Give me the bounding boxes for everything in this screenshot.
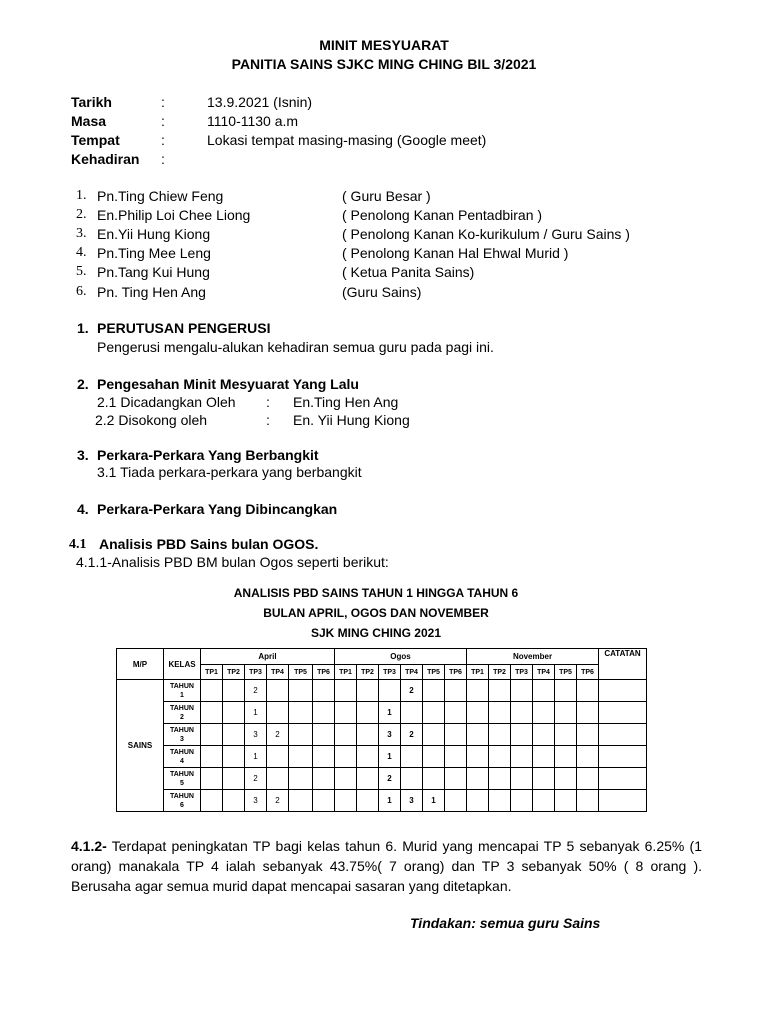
header-tp: TP6 [445, 665, 467, 680]
tp-value-cell [467, 702, 489, 724]
section-heading: Perkara-Perkara Yang Berbangkit [97, 447, 319, 463]
info-colon: : [161, 113, 165, 129]
tp-value-cell [467, 680, 489, 702]
tp-value-cell [201, 790, 223, 812]
section-heading: PERUTUSAN PENGERUSI [97, 320, 271, 336]
tp-value-cell [511, 680, 533, 702]
table-row [117, 724, 647, 746]
pbd-analysis-table-image [100, 582, 652, 824]
attendee-role: ( Ketua Panita Sains) [342, 264, 475, 280]
attendee-number: 1. [76, 188, 87, 203]
tp-value-cell [423, 746, 445, 768]
tp-value-cell [223, 768, 245, 790]
table-school: SJK MING CHING 2021 [310, 626, 442, 640]
subject-cell: SAINS [117, 680, 164, 812]
header-tp: TP2 [357, 665, 379, 680]
tp-value-cell [577, 746, 599, 768]
tp-value-cell [511, 790, 533, 812]
attendee-role: ( Penolong Kanan Pentadbiran ) [342, 207, 543, 223]
table-row [117, 680, 647, 702]
section-number: 1. [77, 320, 89, 336]
table-subtitle: BULAN APRIL, OGOS DAN NOVEMBER [263, 606, 489, 620]
section-heading: Perkara-Perkara Yang Dibincangkan [97, 501, 338, 517]
tp-value-cell: 1 [245, 702, 267, 724]
tp-value-cell [401, 702, 423, 724]
tp-value-cell [577, 790, 599, 812]
tp-value-cell [267, 680, 289, 702]
header-tp: TP3 [245, 665, 267, 680]
tp-value-cell [445, 724, 467, 746]
tp-value-cell [533, 702, 555, 724]
tp-value-cell [201, 768, 223, 790]
tp-value-cell [223, 680, 245, 702]
tp-value-cell [313, 724, 335, 746]
info-value-masa: 1110-1130 a.m [207, 113, 299, 129]
header-tp: TP6 [577, 665, 599, 680]
attendee-name: Pn.Ting Chiew Feng [97, 188, 224, 204]
paragraph-body: Terdapat peningkatan TP bagi kelas tahun 6. Murid yang mencapai TP 5 sebanyak 6.25% (1 orang) manakala TP 4 ialah sebanyak 43.75%( 7 orang) dan TP 3 sebanyak 50% ( 8 orang ). Berusaha agar semua murid dapat mencapai sasaran yang ditetapkan. [71, 838, 702, 894]
tp-value-cell [533, 768, 555, 790]
kelas-cell [164, 680, 201, 702]
tp-value-cell [313, 680, 335, 702]
proposer-label: 2.1 Dicadangkan Oleh [97, 394, 236, 410]
tp-value-cell [423, 768, 445, 790]
tp-value-cell: 2 [401, 680, 423, 702]
tp-value-cell: 1 [245, 746, 267, 768]
catatan-cell [599, 746, 647, 768]
info-label-kehadiran: Kehadiran [71, 151, 140, 167]
header-month-april: April [201, 649, 335, 665]
attendee-number: 2. [76, 207, 87, 222]
tp-value-cell [511, 746, 533, 768]
header-tp: TP2 [223, 665, 245, 680]
document-title: MINIT MESYUARAT [319, 37, 449, 53]
tp-value-cell [555, 746, 577, 768]
attendee-name: Pn.Ting Mee Leng [97, 245, 211, 261]
tp-value-cell [401, 746, 423, 768]
attendee-name: Pn.Tang Kui Hung [97, 264, 210, 280]
tp-value-cell [357, 746, 379, 768]
attendee-number: 6. [76, 284, 87, 299]
tp-value-cell [401, 768, 423, 790]
catatan-cell [599, 702, 647, 724]
header-kelas: KELAS [164, 649, 201, 680]
tp-value-cell: 2 [245, 768, 267, 790]
tp-value-cell [267, 768, 289, 790]
attendee-role: ( Penolong Kanan Ko-kurikulum / Guru Sains ) [342, 226, 630, 242]
tp-value-cell [289, 680, 313, 702]
tp-value-cell [313, 702, 335, 724]
tp-value-cell [445, 790, 467, 812]
tp-value-cell: 1 [423, 790, 445, 812]
tp-value-cell [511, 768, 533, 790]
header-tp: TP2 [489, 665, 511, 680]
document-subtitle: PANITIA SAINS SJKC MING CHING BIL 3/2021 [231, 56, 537, 72]
tp-value-cell [511, 724, 533, 746]
tp-value-cell [489, 790, 511, 812]
header-tp: TP5 [423, 665, 445, 680]
kelas-label: TAHUN [170, 682, 194, 690]
tp-value-cell [289, 768, 313, 790]
section-body: 3.1 Tiada perkara-perkara yang berbangkit [97, 464, 362, 480]
tp-value-cell [489, 724, 511, 746]
tp-value-cell [423, 680, 445, 702]
attendee-number: 5. [76, 264, 87, 279]
tp-value-cell [313, 768, 335, 790]
tp-value-cell [577, 702, 599, 724]
tp-value-cell [313, 790, 335, 812]
attendee-number: 3. [76, 226, 87, 241]
seconder-value: En. Yii Hung Kiong [293, 412, 410, 428]
header-mp: M/P [117, 649, 164, 680]
seconder-label: 2.2 Disokong oleh [95, 412, 208, 428]
kelas-number: 5 [180, 779, 184, 787]
tp-value-cell: 1 [379, 746, 401, 768]
table-row [117, 702, 647, 724]
tp-value-cell [223, 790, 245, 812]
tp-value-cell [223, 724, 245, 746]
catatan-cell [599, 724, 647, 746]
proposer-colon: : [266, 394, 270, 410]
tp-value-cell [467, 768, 489, 790]
kelas-cell [164, 702, 201, 724]
section-number: 2. [77, 376, 89, 392]
tp-value-cell [335, 746, 357, 768]
tp-value-cell [335, 790, 357, 812]
info-colon: : [161, 132, 165, 148]
tp-value-cell [223, 702, 245, 724]
header-tp: TP1 [467, 665, 489, 680]
tp-value-cell [533, 680, 555, 702]
info-value-tempat: Lokasi tempat masing-masing (Google meet) [207, 132, 487, 148]
attendee-name: Pn. Ting Hen Ang [97, 284, 206, 300]
tp-value-cell [555, 680, 577, 702]
tp-value-cell: 1 [379, 702, 401, 724]
header-month-ogos: Ogos [335, 649, 467, 665]
catatan-cell [599, 768, 647, 790]
header-tp: TP4 [267, 665, 289, 680]
tp-value-cell: 3 [379, 724, 401, 746]
tp-value-cell [577, 724, 599, 746]
attendee-role: ( Guru Besar ) [342, 188, 431, 204]
analysis-paragraph [71, 836, 702, 896]
tp-value-cell: 2 [267, 790, 289, 812]
kelas-number: 3 [180, 735, 184, 743]
info-label-tempat: Tempat [71, 132, 120, 148]
tp-value-cell [267, 746, 289, 768]
kelas-cell [164, 724, 201, 746]
header-tp: TP4 [533, 665, 555, 680]
tp-value-cell [357, 790, 379, 812]
tp-value-cell [357, 702, 379, 724]
tp-value-cell [577, 680, 599, 702]
tp-value-cell [357, 768, 379, 790]
header-catatan: CATATAN [599, 649, 647, 680]
tp-value-cell [289, 790, 313, 812]
action-note: Tindakan: semua guru Sains [410, 915, 601, 931]
kelas-cell [164, 768, 201, 790]
info-colon: : [161, 151, 165, 167]
table-row [117, 790, 647, 812]
tp-value-cell [467, 746, 489, 768]
header-tp: TP6 [313, 665, 335, 680]
tp-value-cell: 3 [401, 790, 423, 812]
tp-value-cell [289, 746, 313, 768]
tp-value-cell [445, 746, 467, 768]
catatan-cell [599, 790, 647, 812]
tp-value-cell [335, 724, 357, 746]
tp-value-cell [555, 724, 577, 746]
table-title: ANALISIS PBD SAINS TAHUN 1 HINGGA TAHUN 6 [233, 586, 519, 600]
info-label-masa: Masa [71, 113, 107, 129]
kelas-label: TAHUN [170, 726, 194, 734]
tp-value-cell [267, 702, 289, 724]
seconder-colon: : [266, 412, 270, 428]
kelas-number: 2 [180, 713, 184, 721]
attendee-name: En.Yii Hung Kiong [97, 226, 211, 242]
catatan-cell [599, 680, 647, 702]
pbd-table-body [117, 680, 647, 812]
table-row [117, 768, 647, 790]
tp-value-cell [555, 790, 577, 812]
tp-value-cell [555, 768, 577, 790]
subsection-number: 4.1 [69, 537, 87, 552]
tp-value-cell [489, 702, 511, 724]
tp-value-cell [289, 724, 313, 746]
section-number: 3. [77, 447, 89, 463]
kelas-label: TAHUN [170, 792, 194, 800]
tp-value-cell [335, 680, 357, 702]
tp-value-cell [489, 680, 511, 702]
kelas-number: 4 [180, 757, 184, 765]
tp-value-cell: 2 [245, 680, 267, 702]
tp-value-cell [423, 724, 445, 746]
info-colon: : [161, 94, 165, 110]
attendee-role: ( Penolong Kanan Hal Ehwal Murid ) [342, 245, 569, 261]
tp-value-cell [577, 768, 599, 790]
attendee-number: 4. [76, 245, 87, 260]
tp-value-cell [467, 790, 489, 812]
tp-value-cell [201, 680, 223, 702]
header-tp: TP3 [379, 665, 401, 680]
tp-value-cell [423, 702, 445, 724]
pbd-table [116, 648, 647, 812]
tp-value-cell [289, 702, 313, 724]
tp-value-cell [555, 702, 577, 724]
tp-value-cell [201, 724, 223, 746]
tp-value-cell: 3 [245, 790, 267, 812]
info-value-tarikh: 13.9.2021 (Isnin) [207, 94, 313, 110]
subsection-body: 4.1.1-Analisis PBD BM bulan Ogos seperti berikut: [76, 554, 389, 570]
tp-value-cell [467, 724, 489, 746]
tp-value-cell: 2 [267, 724, 289, 746]
kelas-label: TAHUN [170, 748, 194, 756]
tp-value-cell [379, 680, 401, 702]
tp-value-cell [533, 790, 555, 812]
paragraph-label: 4.1.2- [71, 838, 107, 854]
header-tp: TP5 [555, 665, 577, 680]
proposer-value: En.Ting Hen Ang [293, 394, 399, 410]
attendee-role: (Guru Sains) [342, 284, 422, 300]
tp-value-cell [533, 746, 555, 768]
subsection-heading: Analisis PBD Sains bulan OGOS. [99, 536, 319, 552]
header-tp: TP4 [401, 665, 423, 680]
tp-value-cell [489, 746, 511, 768]
table-row [117, 746, 647, 768]
header-tp: TP1 [201, 665, 223, 680]
kelas-label: TAHUN [170, 704, 194, 712]
tp-value-cell [445, 768, 467, 790]
header-tp: TP1 [335, 665, 357, 680]
tp-value-cell [445, 702, 467, 724]
kelas-number: 6 [180, 801, 184, 809]
tp-value-cell [489, 768, 511, 790]
header-month-november: November [467, 649, 599, 665]
kelas-number: 1 [180, 691, 184, 699]
tp-value-cell [533, 724, 555, 746]
tp-value-cell [357, 724, 379, 746]
tp-value-cell [511, 702, 533, 724]
attendee-name: En.Philip Loi Chee Liong [97, 207, 251, 223]
tp-value-cell [335, 702, 357, 724]
tp-value-cell: 2 [379, 768, 401, 790]
kelas-cell [164, 746, 201, 768]
tp-value-cell: 2 [401, 724, 423, 746]
section-body: Pengerusi mengalu-alukan kehadiran semua guru pada pagi ini. [97, 339, 494, 355]
tp-value-cell [335, 768, 357, 790]
section-number: 4. [77, 501, 89, 517]
header-tp: TP5 [289, 665, 313, 680]
kelas-cell [164, 790, 201, 812]
tp-value-cell: 3 [245, 724, 267, 746]
kelas-label: TAHUN [170, 770, 194, 778]
tp-value-cell [445, 680, 467, 702]
section-heading: Pengesahan Minit Mesyuarat Yang Lalu [97, 376, 359, 392]
tp-value-cell: 1 [379, 790, 401, 812]
tp-value-cell [201, 746, 223, 768]
info-label-tarikh: Tarikh [71, 94, 112, 110]
header-tp: TP3 [511, 665, 533, 680]
tp-value-cell [223, 746, 245, 768]
tp-value-cell [201, 702, 223, 724]
tp-value-cell [357, 680, 379, 702]
tp-value-cell [313, 746, 335, 768]
